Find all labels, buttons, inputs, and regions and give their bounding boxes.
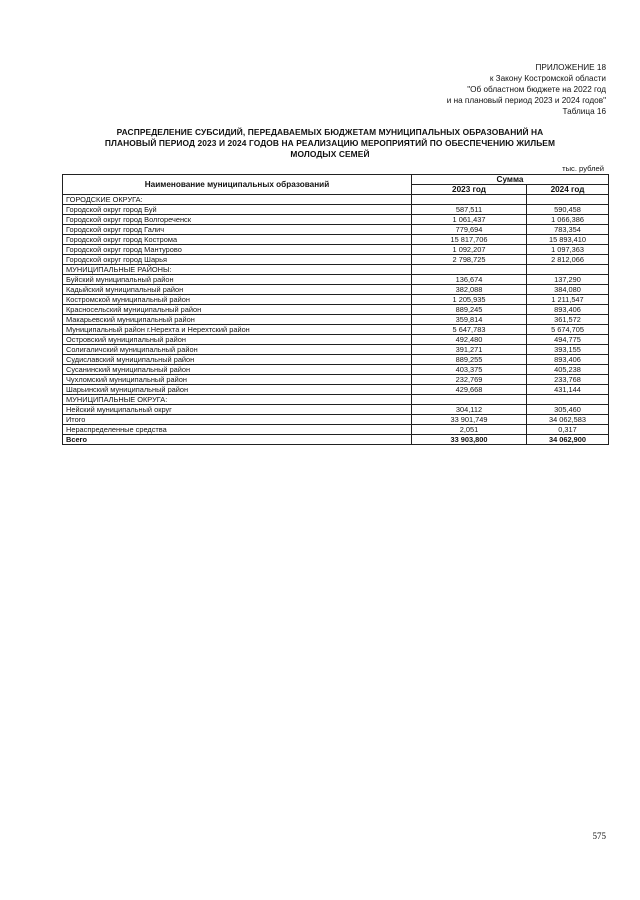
table-row [63,315,609,325]
row-name: Городской округ город Мантурово [63,245,412,255]
row-value-2024: 0,317 [527,425,609,435]
row-name: Кадыйский муниципальный район [63,285,412,295]
row-name: Сусанинский муниципальный район [63,365,412,375]
row-value-2024 [527,265,609,275]
row-value-2023: 779,694 [412,225,527,235]
row-value-2023: 15 817,706 [412,235,527,245]
row-value-2024: 393,155 [527,345,609,355]
row-value-2024: 405,238 [527,365,609,375]
table-row [63,275,609,285]
title-line-1: РАСПРЕДЕЛЕНИЕ СУБСИДИЙ, ПЕРЕДАВАЕМЫХ БЮДЖЕТАМ МУНИЦИПАЛЬНЫХ ОБРАЗОВАНИЙ НА [116,127,544,137]
row-name: МУНИЦИПАЛЬНЫЕ ОКРУГА: [63,395,412,405]
table-row [63,195,609,205]
row-value-2023: 232,769 [412,375,527,385]
row-name: Шарьинский муниципальный район [63,385,412,395]
header-sum: Сумма [412,175,609,185]
row-value-2024: 34 062,900 [527,435,609,445]
row-name: Городской округ город Буй [63,205,412,215]
row-value-2023: 33 903,800 [412,435,527,445]
row-value-2023: 1 092,207 [412,245,527,255]
appendix-law-ref: к Закону Костромской области [489,74,606,83]
row-name: ГОРОДСКИЕ ОКРУГА: [63,195,412,205]
row-value-2024: 233,768 [527,375,609,385]
row-value-2024: 590,458 [527,205,609,215]
row-value-2024: 384,080 [527,285,609,295]
page-number: 575 [592,831,606,841]
row-value-2024: 305,460 [527,405,609,415]
row-name: Городской округ город Кострома [63,235,412,245]
row-value-2023: 359,814 [412,315,527,325]
table-row [63,435,609,445]
appendix-header [447,62,606,117]
row-name: Городской округ город Волгореченск [63,215,412,225]
table-row [63,355,609,365]
row-value-2023: 2 798,725 [412,255,527,265]
row-value-2024: 494,775 [527,335,609,345]
header-name: Наименование муниципальных образований [63,175,412,195]
table-number: Таблица 16 [562,107,606,116]
table-row [63,345,609,355]
subsidy-table [62,174,609,445]
table-row [63,285,609,295]
appendix-law-period: и на плановый период 2023 и 2024 годов" [446,96,606,105]
row-name: Островский муниципальный район [63,335,412,345]
table-row [63,205,609,215]
row-value-2023: 429,668 [412,385,527,395]
header-2024: 2024 год [527,185,609,195]
row-value-2023 [412,395,527,405]
table-row [63,295,609,305]
row-name: Муниципальный район г.Нерехта и Нерехтский район [63,325,412,335]
title-line-3: МОЛОДЫХ СЕМЕЙ [290,149,370,159]
table-row [63,255,609,265]
row-value-2023: 2,051 [412,425,527,435]
row-value-2024: 361,572 [527,315,609,325]
table-row [63,225,609,235]
row-name: Буйский муниципальный район [63,275,412,285]
table-row [63,395,609,405]
row-name: Костромской муниципальный район [63,295,412,305]
row-value-2024: 431,144 [527,385,609,395]
row-name: Солигаличский муниципальный район [63,345,412,355]
row-value-2023: 33 901,749 [412,415,527,425]
row-name: МУНИЦИПАЛЬНЫЕ РАЙОНЫ: [63,265,412,275]
row-name: Красносельский муниципальный район [63,305,412,315]
table-body [63,195,609,445]
row-name: Всего [63,435,412,445]
table-row [63,415,609,425]
row-value-2024: 1 211,547 [527,295,609,305]
row-value-2023: 5 647,783 [412,325,527,335]
row-value-2023: 136,674 [412,275,527,285]
row-value-2023: 889,255 [412,355,527,365]
table-row [63,385,609,395]
row-name: Городской округ город Галич [63,225,412,235]
row-name: Макарьевский муниципальный район [63,315,412,325]
table-row [63,365,609,375]
table-row [63,235,609,245]
row-value-2023: 304,112 [412,405,527,415]
row-value-2023: 403,375 [412,365,527,375]
units-label: тыс. рублей [562,164,604,173]
row-value-2024: 34 062,583 [527,415,609,425]
row-value-2024: 2 812,066 [527,255,609,265]
table-row [63,425,609,435]
row-name: Чухломский муниципальный район [63,375,412,385]
header-2023: 2023 год [412,185,527,195]
row-value-2023: 587,511 [412,205,527,215]
row-value-2023: 382,088 [412,285,527,295]
table-row [63,325,609,335]
row-value-2023 [412,195,527,205]
table-row [63,405,609,415]
row-value-2024: 5 674,705 [527,325,609,335]
row-name: Судиславский муниципальный район [63,355,412,365]
row-value-2023: 492,480 [412,335,527,345]
row-value-2024: 15 893,410 [527,235,609,245]
table-row [63,245,609,255]
row-value-2023: 889,245 [412,305,527,315]
row-name: Итого [63,415,412,425]
row-value-2024: 1 097,363 [527,245,609,255]
table-row [63,375,609,385]
row-value-2023: 391,271 [412,345,527,355]
row-value-2024 [527,395,609,405]
appendix-number: ПРИЛОЖЕНИЕ 18 [535,63,606,72]
table-row [63,335,609,345]
row-value-2023: 1 061,437 [412,215,527,225]
row-value-2024: 783,354 [527,225,609,235]
table-row [63,265,609,275]
table-row [63,305,609,315]
row-name: Нейский муниципальный округ [63,405,412,415]
row-value-2024: 1 066,386 [527,215,609,225]
row-value-2024: 893,406 [527,305,609,315]
row-value-2024: 137,290 [527,275,609,285]
row-value-2023: 1 205,935 [412,295,527,305]
row-value-2024 [527,195,609,205]
row-value-2023 [412,265,527,275]
document-title [70,127,590,160]
row-name: Нераспределенные средства [63,425,412,435]
table-row [63,215,609,225]
row-name: Городской округ город Шарья [63,255,412,265]
title-line-2: ПЛАНОВЫЙ ПЕРИОД 2023 И 2024 ГОДОВ НА РЕАЛИЗАЦИЮ МЕРОПРИЯТИЙ ПО ОБЕСПЕЧЕНИЮ ЖИЛЬЕМ [104,138,556,148]
appendix-law-title: "Об областном бюджете на 2022 год [467,85,606,94]
row-value-2024: 893,406 [527,355,609,365]
